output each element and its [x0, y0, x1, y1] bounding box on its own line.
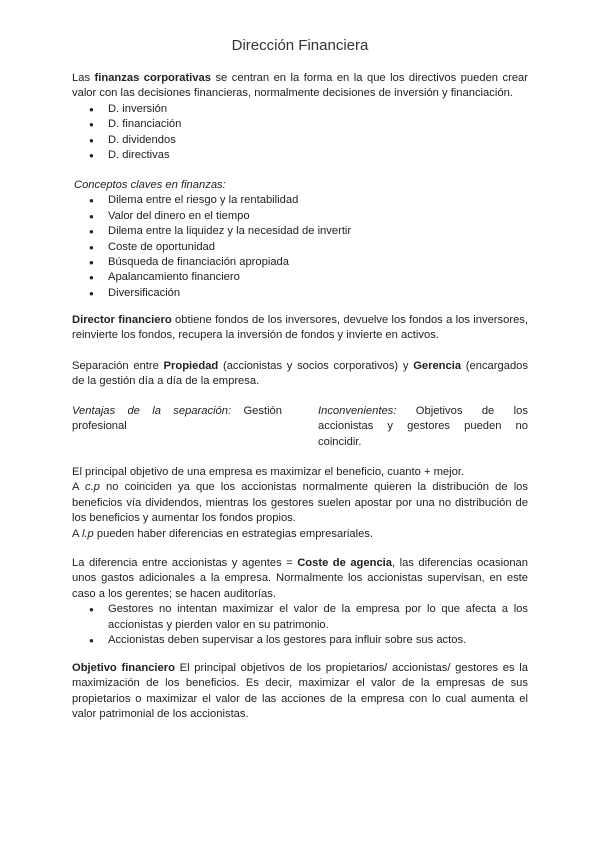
ventajas-column: Ventajas de la separación: Gestión profesional	[72, 405, 282, 433]
list-item: ● Apalancamiento financiero	[72, 270, 528, 285]
term-gerencia: Gerencia	[413, 360, 462, 372]
objetivo-section	[72, 465, 528, 542]
objetivo-financiero-section	[72, 661, 528, 723]
separacion-section	[72, 359, 528, 390]
director-paragraph: Director financiero obtiene fondos de los inversores, devuelve los fondos a los inversores, reinvierte los fondos, recupera la inversión de fondos y invierte en activos.	[72, 314, 528, 342]
ventajas-inconvenientes	[72, 404, 528, 450]
list-item: ● D. inversión	[72, 102, 528, 117]
agencia-paragraph: La diferencia entre accionistas y agentes = Coste de agencia, las diferencias ocasionan unos gastos adicionales a la empresa. Normalmente los accionistas supervisan, en este caso a los gerentes; se hacen auditorías.	[72, 557, 528, 600]
inconvenientes-column: Inconvenientes: Objetivos de los accionistas y gestores pueden no coincidir.	[318, 405, 528, 448]
intro-paragraph: Las finanzas corporativas se centran en la forma en la que los directivos pueden crear valor con las decisiones financieras, normalmente decisiones de inversión y financiación.	[72, 72, 528, 100]
inconvenientes-label: Inconvenientes:	[318, 405, 397, 417]
term-finanzas-corporativas: finanzas corporativas	[94, 72, 211, 84]
term-propiedad: Propiedad	[163, 360, 219, 372]
list-item: ● Búsqueda de financiación apropiada	[72, 255, 528, 270]
term-objetivo-financiero: Objetivo financiero	[72, 662, 175, 674]
list-item: ● D. dividendos	[72, 133, 528, 148]
list-item: ● Dilema entre el riesgo y la rentabilidad	[72, 193, 528, 208]
list-item: ● Diversificación	[72, 286, 528, 301]
conceptos-section	[72, 178, 528, 301]
list-item: ● Valor del dinero en el tiempo	[72, 209, 528, 224]
objetivo-financiero-paragraph: Objetivo financiero El principal objetivos de los propietarios/ accionistas/ gestores es la maximización de los beneficios. Es decir, maximizar el valor de la empresas de sus propietarios o maximizar el valor de las acciones de la empresa con lo cual aumenta el valor patrimonial de los accionistas.	[72, 662, 529, 721]
intro-section	[72, 71, 528, 163]
list-item: ● D. directivas	[72, 148, 528, 163]
agencia-section	[72, 556, 528, 648]
list-item: ● Gestores no intentan maximizar el valor de la empresa por lo que afecta a los accionistas y pierden valor en su patrimonio.	[72, 602, 528, 633]
decision-list	[72, 102, 528, 164]
conceptos-heading: Conceptos claves en finanzas:	[74, 179, 226, 191]
page-title: Dirección Financiera	[231, 37, 369, 54]
ventajas-label: Ventajas de la separación:	[72, 405, 232, 417]
list-item: ● Dilema entre la liquidez y la necesidad de invertir	[72, 224, 528, 239]
list-item: ● Coste de oportunidad	[72, 240, 528, 255]
separacion-paragraph: Separación entre Propiedad (accionistas y socios corporativos) y Gerencia (encargados de la gestión día a día de la empresa.	[72, 360, 528, 388]
objetivo-line-1: El principal objetivo de una empresa es maximizar el beneficio, cuanto + mejor.	[72, 466, 465, 478]
list-item: ● Accionistas deben supervisar a los gestores para influir sobre sus actos.	[72, 633, 528, 648]
objetivo-line-3: A l.p pueden haber diferencias en estrategias empresariales.	[72, 527, 374, 540]
list-item: ● D. financiación	[72, 117, 528, 132]
term-director-financiero: Director financiero	[72, 314, 172, 326]
director-section	[72, 313, 528, 344]
conceptos-list	[72, 193, 528, 301]
agencia-list	[72, 602, 528, 648]
objetivo-line-2: A c.p no coinciden ya que los accionistas normalmente quieren la distribución de los beneficios vía dividendos, mientras los gestores suelen apostar por una no distribución de los beneficios y aumentar los fondos propios.	[72, 481, 528, 525]
term-coste-agencia: Coste de agencia	[297, 557, 392, 569]
